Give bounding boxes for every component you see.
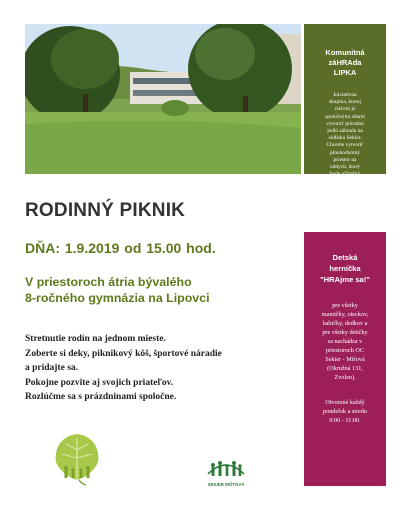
event-description — [25, 332, 305, 405]
community-text-line: oddych, ktorý — [330, 164, 360, 171]
community-text-line: spoločnými silami — [325, 113, 365, 120]
community-text-line: plnohodnotný — [330, 149, 360, 156]
event-venue — [25, 274, 210, 306]
community-text-line: Iniciatívna — [333, 92, 357, 98]
playroom-title-line: herníčka — [329, 264, 361, 273]
childrens-playroom-box — [304, 232, 386, 486]
playroom-text-line: Sekier - Mišová — [325, 356, 365, 363]
sekier-logo-label: SEKIER MÔTOVÁ — [207, 482, 245, 487]
community-garden-box — [304, 24, 386, 185]
lipka-logo — [52, 430, 102, 486]
description-line: Zoberte si deky, piknikový kôš, športové náradie — [25, 348, 222, 359]
playroom-description — [308, 301, 382, 382]
playroom-text-line: pre všetky detičky — [322, 329, 368, 336]
venue-line: 8-ročného gymnázia na Lipovci — [25, 291, 210, 305]
opening-hours-line: Otvorené každý — [325, 399, 365, 406]
playroom-title-line: "HRAjme sa!" — [320, 275, 370, 284]
community-text-line: Chceme vytvoriť — [326, 142, 364, 149]
opening-hours-line: pondelok a stredu — [323, 408, 367, 415]
courtyard-photo-drawing — [25, 24, 301, 174]
description-line: Stretnutie rodín na jednom mieste. — [25, 334, 166, 344]
playroom-text-line: babičky, dedkov a — [322, 320, 368, 327]
community-text-line: bude užitočný — [329, 171, 361, 178]
description-line: Rozlúčme sa s prázdninami spoločne. — [25, 392, 177, 403]
playroom-text-line: (Okružná 131, — [327, 365, 363, 372]
community-text-line: sídlisku Sekier. — [328, 135, 362, 142]
playroom-text-line: mamičky, oteckov, — [321, 311, 369, 318]
community-title-line: LIPKA — [333, 68, 357, 77]
playroom-text-line: sa nachádza v — [327, 338, 363, 345]
community-text-line: jedlú záhradu na — [327, 128, 363, 135]
opening-hours-line: 9:00 - 11:00. — [329, 417, 361, 424]
community-text-line: priestor na — [333, 156, 357, 163]
playroom-title — [308, 252, 382, 285]
community-text-line: pre všetkých. — [330, 178, 360, 185]
sekier-motova-logo — [204, 450, 248, 496]
community-text-line: vytvoriť prírodnú — [326, 120, 364, 127]
community-garden-title — [309, 48, 381, 78]
description-line: Pokojne pozvite aj svojich priateľov. — [25, 377, 174, 388]
event-date: DŇA: 1.9.2019 od 15.00 hod. — [25, 240, 216, 256]
playroom-text-line: Zvolen). — [334, 374, 356, 381]
community-title-line: Komunitná — [325, 48, 365, 57]
family-figures-icon — [204, 450, 248, 482]
playroom-title-line: Detská — [332, 253, 358, 262]
description-line: a pridajte sa. — [25, 363, 79, 374]
community-garden-description — [311, 92, 379, 186]
courtyard-photo — [25, 24, 301, 174]
playroom-text-line: pre všetky — [332, 302, 358, 309]
lipka-leaf-icon — [52, 430, 102, 486]
venue-line: V priestoroch átria bývalého — [25, 275, 192, 289]
community-title-line: záHRAda — [328, 58, 362, 67]
community-text-line: skupina, ktorej — [328, 99, 362, 106]
playroom-text-line: priestoroch OC — [326, 347, 364, 354]
event-title: RODINNÝ PIKNIK — [25, 200, 186, 221]
community-text-line: cieľom je — [334, 106, 356, 113]
playroom-opening-hours — [308, 398, 382, 425]
